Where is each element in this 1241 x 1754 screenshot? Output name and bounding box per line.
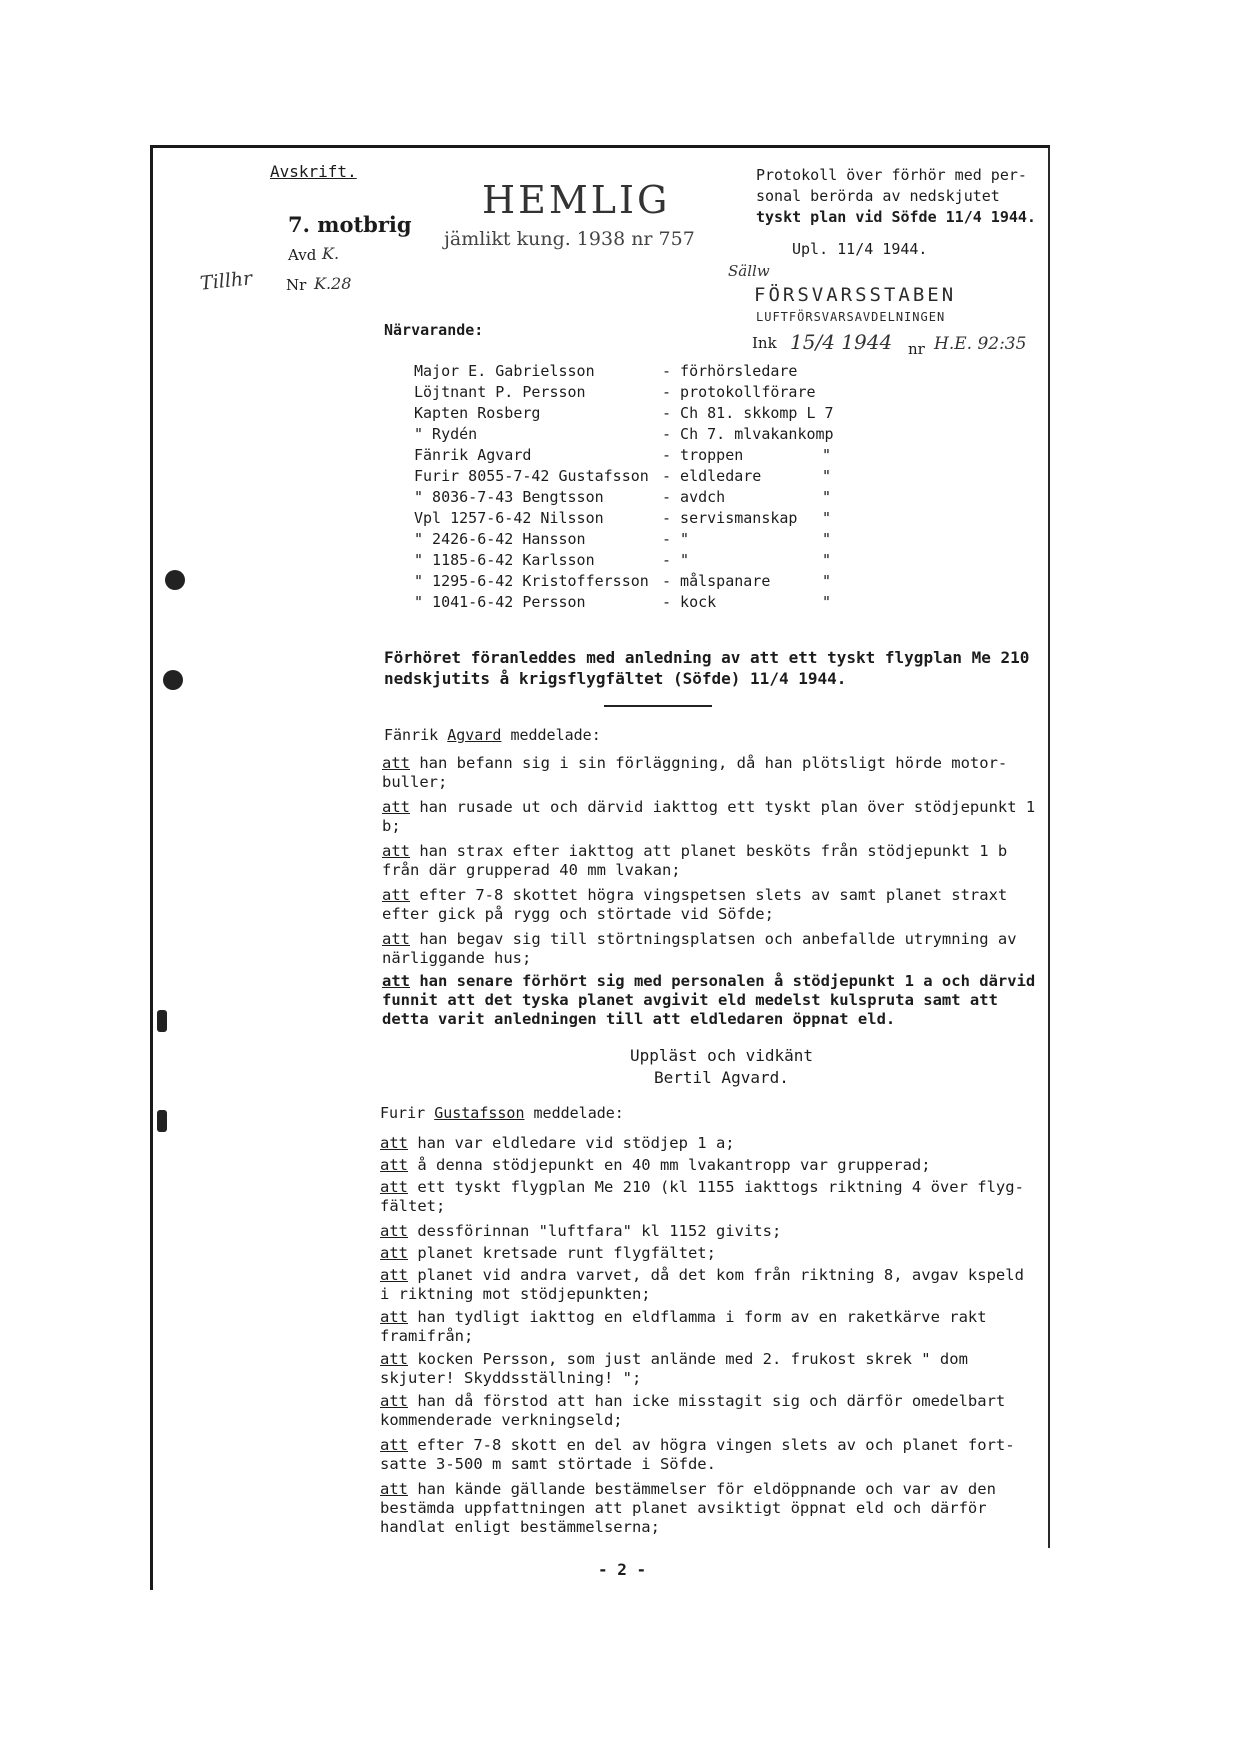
punch-hole-2 xyxy=(163,670,183,690)
statement-text: planet kretsade runt flygfältet; xyxy=(417,1244,716,1262)
statement-text: han begav sig till störtningsplatsen och anbefallde utrymning av närliggande hus; xyxy=(382,930,1017,967)
statement-text: ett tyskt flygplan Me 210 (kl 1155 iakttogs riktning 4 över flyg- fältet; xyxy=(380,1178,1024,1215)
statement-item xyxy=(382,972,1042,1029)
statement-text: planet vid andra varvet, då det kom från riktning 8, avgav kspeld i riktning mot stödjepunkten; xyxy=(380,1266,1024,1303)
att-marker: att xyxy=(382,798,410,816)
statement-text: han kände gällande bestämmelser för eldöppnande och var av den bestämda uppfattningen att planet avsiktigt öppnat eld och därför handlat enligt bestämmelserna; xyxy=(380,1480,996,1536)
statement-item xyxy=(380,1222,1040,1241)
att-marker: att xyxy=(380,1308,408,1326)
statement-text: han strax efter iakttog att planet besköts från stödjepunkt 1 b från där grupperad 40 mm lvakan; xyxy=(382,842,1008,879)
present-ditto: " xyxy=(822,551,832,569)
protocol-title-line-1: Protokoll över förhör med per- xyxy=(756,166,1027,184)
statement-item xyxy=(380,1436,1040,1474)
ink-date: 15/4 1944 xyxy=(790,330,893,354)
present-role: - eldledare xyxy=(662,467,762,485)
handwritten-note: Tillhr xyxy=(198,267,254,295)
punch-hole-4 xyxy=(157,1110,167,1132)
present-role: - avdch xyxy=(662,488,726,506)
present-name: Furir 8055-7-42 Gustafsson xyxy=(414,467,649,485)
statement-item xyxy=(380,1480,1040,1537)
present-name: Fänrik Agvard xyxy=(414,446,532,464)
statement-text: kocken Persson, som just anlände med 2. frukost skrek " dom skjuter! Skyddsställning! "; xyxy=(380,1350,968,1387)
att-marker: att xyxy=(382,930,410,948)
gustafsson-heading-name: Gustafsson xyxy=(434,1104,525,1122)
nr-value: K.28 xyxy=(314,274,352,293)
section-divider xyxy=(604,705,712,707)
present-role: - protokollförare xyxy=(662,383,816,401)
statement-item xyxy=(382,886,1042,924)
gustafsson-heading xyxy=(380,1104,624,1122)
present-ditto: " xyxy=(822,488,832,506)
statement-item xyxy=(380,1266,1040,1304)
att-marker: att xyxy=(380,1350,408,1368)
present-ditto: " xyxy=(822,572,832,590)
statement-item xyxy=(382,754,1042,792)
ink-label: Ink xyxy=(752,334,777,352)
statement-item xyxy=(380,1244,1040,1263)
present-name: " 8036-7-43 Bengtsson xyxy=(414,488,604,506)
present-ditto: " xyxy=(822,530,832,548)
statement-text: han var eldledare vid stödjep 1 a; xyxy=(417,1134,735,1152)
statement-item xyxy=(380,1134,1040,1153)
att-marker: att xyxy=(380,1244,408,1262)
avd-value: K. xyxy=(322,244,340,263)
page-border-left xyxy=(150,145,153,1590)
att-marker: att xyxy=(380,1436,408,1454)
att-marker: att xyxy=(380,1134,408,1152)
present-role: - servismanskap xyxy=(662,509,798,527)
att-marker: att xyxy=(382,972,410,990)
att-marker: att xyxy=(380,1222,408,1240)
statement-text: han befann sig i sin förläggning, då han plötsligt hörde motor- buller; xyxy=(382,754,1008,791)
att-marker: att xyxy=(380,1480,408,1498)
avd-label: Avd xyxy=(288,246,317,264)
statement-item xyxy=(382,842,1042,880)
statement-item xyxy=(380,1178,1040,1216)
statement-text: efter 7-8 skottet högra vingspetsen slets av samt planet straxt efter gick på rygg och störtade vid Söfde; xyxy=(382,886,1008,923)
agvard-signoff-line-2: Bertil Agvard. xyxy=(654,1068,789,1087)
present-ditto: " xyxy=(822,446,832,464)
present-role: - " xyxy=(662,551,690,569)
statement-item xyxy=(380,1156,1040,1175)
agvard-heading xyxy=(384,726,601,744)
classification-basis: jämlikt kung. 1938 nr 757 xyxy=(444,228,695,250)
present-role: - Ch 81. skkomp L 7 xyxy=(662,404,834,422)
present-name: " 1041-6-42 Persson xyxy=(414,593,586,611)
present-role: - kock xyxy=(662,593,717,611)
att-marker: att xyxy=(380,1156,408,1174)
agvard-signoff-line-1: Uppläst och vidkänt xyxy=(630,1046,814,1065)
agvard-heading-suffix: meddelade: xyxy=(510,726,601,744)
present-label: Närvarande: xyxy=(384,321,484,339)
present-ditto: " xyxy=(822,467,832,485)
nr-label: Nr xyxy=(286,276,307,294)
present-name: Löjtnant P. Persson xyxy=(414,383,586,401)
present-role: - troppen xyxy=(662,446,744,464)
punch-hole-3 xyxy=(157,1010,167,1032)
gustafsson-heading-rank: Furir xyxy=(380,1104,426,1122)
present-role: - målspanare xyxy=(662,572,771,590)
present-name: Vpl 1257-6-42 Nilsson xyxy=(414,509,604,527)
present-ditto: " xyxy=(822,593,832,611)
present-name: Major E. Gabrielsson xyxy=(414,362,595,380)
gustafsson-heading-suffix: meddelade: xyxy=(533,1104,624,1122)
att-marker: att xyxy=(380,1392,408,1410)
statement-text: han rusade ut och därvid iakttog ett tyskt plan över stödjepunkt 1 b; xyxy=(382,798,1036,835)
intro-line-1: Förhöret föranleddes med anledning av att ett tyskt flygplan Me 210 xyxy=(384,648,1030,667)
page-border-right xyxy=(1048,148,1050,1548)
att-marker: att xyxy=(382,754,410,772)
unit-stamp: 7. motbrig xyxy=(288,212,412,237)
att-marker: att xyxy=(382,886,410,904)
avskrift-label: Avskrift. xyxy=(270,162,357,181)
protocol-title-line-2: sonal berörda av nedskjutet xyxy=(756,187,1000,205)
luftforsvar-stamp: LUFTFÖRSVARSAVDELNINGEN xyxy=(756,310,946,324)
handwritten-mark: Sällw xyxy=(728,262,770,280)
att-marker: att xyxy=(382,842,410,860)
statement-text: efter 7-8 skott en del av högra vingen slets av och planet fort- satte 3-500 m samt störtade i Söfde. xyxy=(380,1436,1015,1473)
att-marker: att xyxy=(380,1266,408,1284)
intro-line-2: nedskjutits å krigsflygfältet (Söfde) 11/4 1944. xyxy=(384,669,847,688)
statement-text: han senare förhört sig med personalen å stödjepunkt 1 a och därvid funnit att det tyska planet avgivit eld medelst kulspruta samt att detta varit anledningen till att eldledaren öppnat eld. xyxy=(382,972,1036,1028)
present-ditto: " xyxy=(822,509,832,527)
present-role: - förhörsledare xyxy=(662,362,798,380)
statement-item xyxy=(382,930,1042,968)
page-number: - 2 - xyxy=(598,1560,647,1579)
present-name: " Rydén xyxy=(414,425,478,443)
page-border-top xyxy=(150,145,1050,148)
statement-item xyxy=(382,798,1042,836)
statement-item xyxy=(380,1308,1040,1346)
punch-hole-1 xyxy=(165,570,185,590)
ink-nr-label: nr xyxy=(908,340,925,358)
present-name: " 1185-6-42 Karlsson xyxy=(414,551,595,569)
agvard-heading-rank: Fänrik xyxy=(384,726,439,744)
present-name: " 1295-6-42 Kristoffersson xyxy=(414,572,649,590)
protocol-date: Upl. 11/4 1944. xyxy=(792,240,928,258)
statement-text: å denna stödjepunkt en 40 mm lvakantropp var grupperad; xyxy=(417,1156,931,1174)
forsvarsstaben-stamp: FÖRSVARSSTABEN xyxy=(754,284,957,306)
present-name: " 2426-6-42 Hansson xyxy=(414,530,586,548)
statement-item xyxy=(380,1392,1040,1430)
ink-nr-value: H.E. 92:35 xyxy=(934,334,1027,354)
att-marker: att xyxy=(380,1178,408,1196)
present-role: - Ch 7. mlvakankomp xyxy=(662,425,834,443)
statement-text: han då förstod att han icke misstagit sig och därför omedelbart kommenderade verkningseld; xyxy=(380,1392,1006,1429)
classification-title: HEMLIG xyxy=(482,178,671,222)
agvard-heading-name: Agvard xyxy=(447,726,502,744)
protocol-title-line-3: tyskt plan vid Söfde 11/4 1944. xyxy=(756,208,1036,226)
statement-text: han tydligt iakttog en eldflamma i form av en raketkärve rakt framifrån; xyxy=(380,1308,987,1345)
statement-item xyxy=(380,1350,1040,1388)
statement-text: dessförinnan "luftfara" kl 1152 givits; xyxy=(417,1222,782,1240)
present-role: - " xyxy=(662,530,690,548)
present-name: Kapten Rosberg xyxy=(414,404,541,422)
